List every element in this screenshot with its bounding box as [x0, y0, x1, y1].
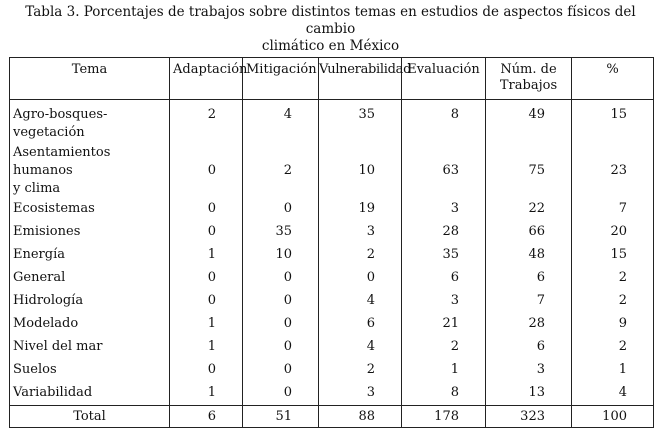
cell-vulnerabilidad: 0: [319, 267, 402, 290]
cell-mitigacion: 0: [243, 267, 319, 290]
cell-porcentaje: 4: [572, 382, 654, 406]
cell-adaptacion: 2: [170, 104, 243, 142]
cell-adaptacion: 0: [170, 267, 243, 290]
cell-adaptacion: 0: [170, 198, 243, 221]
cell-mitigacion: 0: [243, 336, 319, 359]
total-porcentaje: 100: [572, 405, 654, 427]
table-caption: [0, 4, 661, 55]
cell-mitigacion: 0: [243, 290, 319, 313]
cell-tema: Energía: [10, 244, 170, 267]
cell-tema: Variabilidad: [10, 382, 170, 406]
cell-mitigacion: 35: [243, 221, 319, 244]
cell-mitigacion: 0: [243, 198, 319, 221]
cell-tema-line-1: Asentamientos humanos: [13, 144, 111, 178]
cell-porcentaje: 15: [572, 244, 654, 267]
total-label: Total: [10, 405, 170, 427]
cell-vulnerabilidad: 2: [319, 244, 402, 267]
cell-num-trabajos: 3: [486, 359, 572, 382]
table-row: [10, 290, 654, 313]
table-row: [10, 313, 654, 336]
cell-adaptacion: 1: [170, 382, 243, 406]
cell-evaluacion: 6: [402, 267, 486, 290]
cell-vulnerabilidad: 4: [319, 290, 402, 313]
cell-num-trabajos: 13: [486, 382, 572, 406]
cell-num-trabajos: 49: [486, 104, 572, 142]
cell-evaluacion: 21: [402, 313, 486, 336]
table-row: [10, 267, 654, 290]
cell-num-trabajos: 22: [486, 198, 572, 221]
table-row: [10, 359, 654, 382]
cell-num-trabajos: 6: [486, 267, 572, 290]
total-adaptacion: 6: [170, 405, 243, 427]
header-row: [10, 58, 654, 100]
cell-tema: Modelado: [10, 313, 170, 336]
cell-tema: Ecosistemas: [10, 198, 170, 221]
cell-num-trabajos: 7: [486, 290, 572, 313]
cell-evaluacion: 8: [402, 382, 486, 406]
cell-mitigacion: 0: [243, 382, 319, 406]
cell-porcentaje: 2: [572, 336, 654, 359]
data-table: [9, 57, 654, 428]
cell-porcentaje: 7: [572, 198, 654, 221]
cell-evaluacion: 2: [402, 336, 486, 359]
cell-num-trabajos: 48: [486, 244, 572, 267]
cell-evaluacion: 3: [402, 290, 486, 313]
cell-adaptacion: 1: [170, 244, 243, 267]
cell-adaptacion: 1: [170, 336, 243, 359]
cell-num-trabajos: 75: [486, 142, 572, 198]
cell-mitigacion: 0: [243, 313, 319, 336]
cell-adaptacion: 0: [170, 359, 243, 382]
cell-evaluacion: 35: [402, 244, 486, 267]
cell-tema: Emisiones: [10, 221, 170, 244]
header-mitigacion: Mitigación: [243, 58, 319, 100]
cell-porcentaje: 1: [572, 359, 654, 382]
cell-tema: [10, 142, 170, 198]
total-row: [10, 405, 654, 427]
header-tema: Tema: [10, 58, 170, 100]
cell-vulnerabilidad: 3: [319, 221, 402, 244]
cell-porcentaje: 9: [572, 313, 654, 336]
cell-evaluacion: 1: [402, 359, 486, 382]
cell-porcentaje: 15: [572, 104, 654, 142]
cell-porcentaje: 20: [572, 221, 654, 244]
table-row: [10, 244, 654, 267]
cell-adaptacion: 0: [170, 221, 243, 244]
cell-vulnerabilidad: 19: [319, 198, 402, 221]
header-num-trabajos-line-2: Trabajos: [499, 78, 558, 93]
cell-evaluacion: 3: [402, 198, 486, 221]
cell-mitigacion: 10: [243, 244, 319, 267]
caption-line-2: climático en México: [261, 38, 400, 54]
header-adaptacion: Adaptación: [170, 58, 243, 100]
cell-tema: Agro-bosques-vegetación: [10, 104, 170, 142]
cell-adaptacion: 0: [170, 290, 243, 313]
cell-adaptacion: 1: [170, 313, 243, 336]
cell-tema: Nivel del mar: [10, 336, 170, 359]
cell-num-trabajos: 6: [486, 336, 572, 359]
total-num-trabajos: 323: [486, 405, 572, 427]
cell-evaluacion: 63: [402, 142, 486, 198]
cell-porcentaje: 23: [572, 142, 654, 198]
header-porcentaje: %: [572, 58, 654, 100]
cell-num-trabajos: 66: [486, 221, 572, 244]
cell-tema: General: [10, 267, 170, 290]
total-mitigacion: 51: [243, 405, 319, 427]
total-evaluacion: 178: [402, 405, 486, 427]
cell-vulnerabilidad: 35: [319, 104, 402, 142]
cell-num-trabajos: 28: [486, 313, 572, 336]
header-num-trabajos-line-1: Núm. de: [500, 62, 557, 77]
table-row: [10, 142, 654, 198]
cell-tema: Hidrología: [10, 290, 170, 313]
table-row: [10, 221, 654, 244]
table-row: [10, 336, 654, 359]
cell-porcentaje: 2: [572, 290, 654, 313]
cell-vulnerabilidad: 3: [319, 382, 402, 406]
total-vulnerabilidad: 88: [319, 405, 402, 427]
cell-adaptacion: 0: [170, 142, 243, 198]
table-row: [10, 382, 654, 406]
header-evaluacion: Evaluación: [402, 58, 486, 100]
cell-mitigacion: 4: [243, 104, 319, 142]
cell-vulnerabilidad: 6: [319, 313, 402, 336]
table-row: [10, 198, 654, 221]
cell-vulnerabilidad: 10: [319, 142, 402, 198]
cell-tema: Suelos: [10, 359, 170, 382]
cell-porcentaje: 2: [572, 267, 654, 290]
cell-mitigacion: 0: [243, 359, 319, 382]
cell-tema-line-2: y clima: [13, 180, 61, 196]
header-vulnerabilidad: Vulnerabilidad: [319, 58, 402, 100]
cell-mitigacion: 2: [243, 142, 319, 198]
cell-evaluacion: 28: [402, 221, 486, 244]
table-row: [10, 104, 654, 142]
cell-vulnerabilidad: 4: [319, 336, 402, 359]
header-num-trabajos: [486, 58, 572, 100]
caption-line-1: Tabla 3. Porcentajes de trabajos sobre distintos temas en estudios de aspectos físicos del cambio: [25, 4, 636, 37]
cell-evaluacion: 8: [402, 104, 486, 142]
cell-vulnerabilidad: 2: [319, 359, 402, 382]
